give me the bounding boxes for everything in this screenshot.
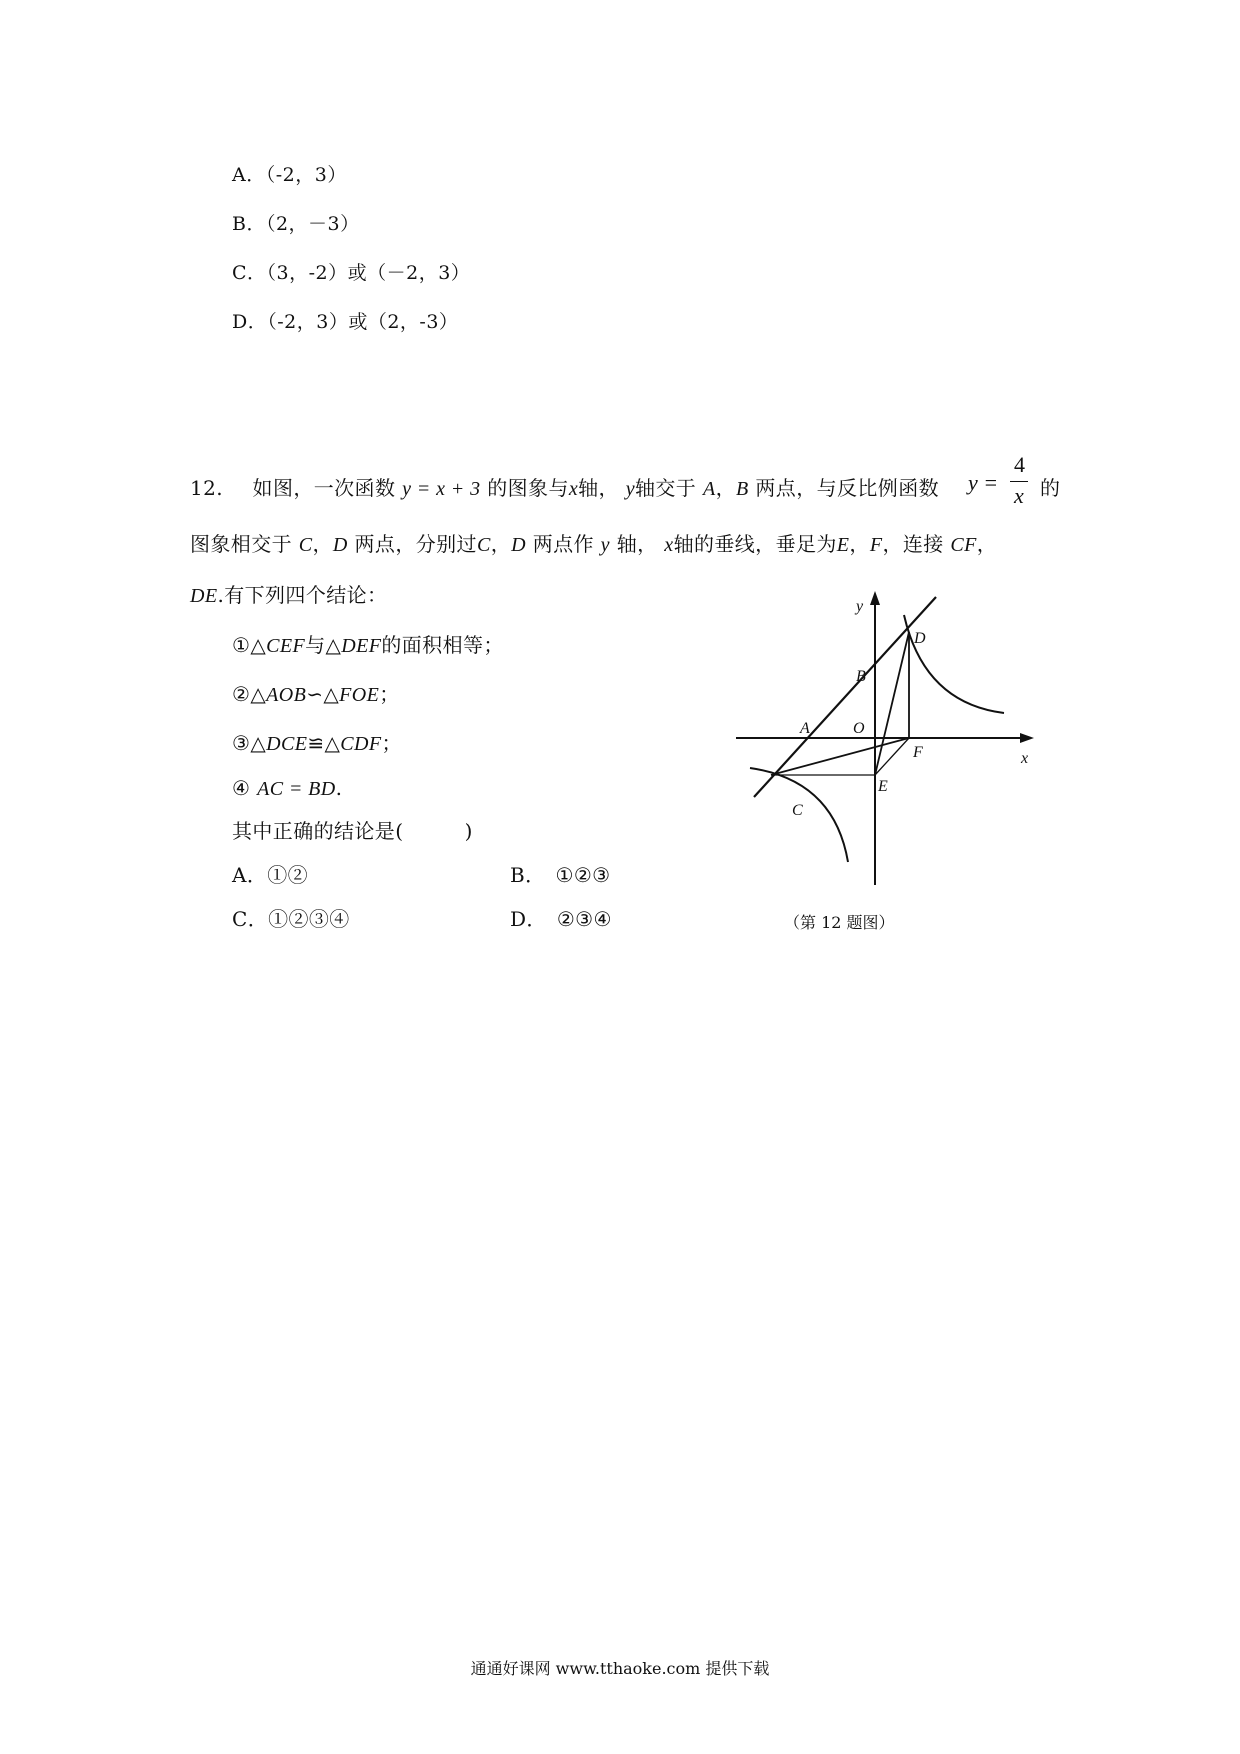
label-f: F xyxy=(913,744,923,761)
choice-c xyxy=(232,903,350,932)
conclusion-4 xyxy=(232,776,342,801)
question-text: ， xyxy=(849,532,870,556)
conclusion-text: ； xyxy=(379,682,400,706)
fraction-denominator: x xyxy=(1014,483,1024,508)
y-axis-arrow xyxy=(870,591,880,605)
fraction-bar xyxy=(1010,481,1028,482)
choice-letter: A． xyxy=(232,863,268,887)
question-prompt: 其中正确的结论是( ) xyxy=(232,819,473,843)
question-text: 图象相交于 xyxy=(190,532,292,556)
label-a: A xyxy=(800,720,810,737)
choice-text: ①②③ xyxy=(555,863,611,887)
conclusion-text: ④ xyxy=(232,776,251,800)
conclusion-3 xyxy=(232,727,402,756)
triangle-name: DEF xyxy=(341,635,382,657)
choice-text: ②③④ xyxy=(556,907,612,931)
label-y: y xyxy=(856,598,864,615)
var-y: y xyxy=(600,534,610,556)
question-text: .有下列四个结论： xyxy=(217,583,388,607)
point-b: B xyxy=(736,478,749,500)
choice-text: ①② xyxy=(267,863,309,887)
linear-equation: y = x + 3 xyxy=(402,478,481,500)
question-text: 的图象与 xyxy=(487,476,569,500)
question-text: ， xyxy=(490,532,512,556)
conclusion-text: 与△ xyxy=(305,633,342,657)
triangle-name: AOB xyxy=(266,684,307,706)
conclusion-text: ②△ xyxy=(232,682,267,706)
question-line-3 xyxy=(190,579,387,608)
choice-a xyxy=(232,859,308,888)
label-x: x xyxy=(1021,750,1029,767)
point-e: E xyxy=(836,534,850,556)
conclusion-text: 的面积相等； xyxy=(381,633,504,657)
conclusion-1 xyxy=(232,629,504,658)
question-text: 轴的垂线，垂足为 xyxy=(673,532,837,556)
x-axis-arrow xyxy=(1020,733,1034,743)
coordinate-figure xyxy=(724,585,1044,905)
question-text: 轴， xyxy=(578,476,619,500)
question-text: 轴， xyxy=(616,532,658,556)
option-d-prev: D．（-2，3）或（2，-3） xyxy=(232,311,459,333)
question-text: ， xyxy=(312,532,333,556)
option-a-prev: A．（-2，3） xyxy=(232,164,347,186)
question-text: ，连接 xyxy=(882,532,944,556)
fraction-lhs: y = xyxy=(968,470,999,495)
conclusion-text: ①△ xyxy=(232,633,267,657)
conclusion-text: ； xyxy=(381,731,402,755)
triangle-name: CEF xyxy=(266,635,306,657)
point-f: F xyxy=(869,534,883,556)
point-d: D xyxy=(332,534,348,556)
inverse-function-fraction xyxy=(968,452,1030,512)
question-text: ， xyxy=(715,476,736,500)
choice-letter: D． xyxy=(510,907,547,931)
question-text: 两点，与反比例函数 xyxy=(755,476,939,500)
segment-de xyxy=(875,632,909,775)
segment-cf: CF xyxy=(950,534,977,556)
conclusion-text: ≌△ xyxy=(307,731,341,755)
option-c-prev: C．（3，-2）或（－2，3） xyxy=(232,262,471,284)
var-x: x xyxy=(568,478,579,500)
label-d: D xyxy=(914,630,926,647)
choice-b xyxy=(510,859,611,888)
label-c: C xyxy=(792,802,803,819)
question-text: ， xyxy=(976,532,998,556)
point-d: D xyxy=(511,534,526,556)
triangle-name: FOE xyxy=(339,684,380,706)
segment-de: DE xyxy=(190,585,218,607)
choice-text: ①②③④ xyxy=(268,907,350,931)
question-text: 轴交于 xyxy=(635,476,697,500)
question-text: 两点，分别过 xyxy=(354,532,477,556)
choice-d xyxy=(510,903,612,932)
figure-caption: （第 12 题图） xyxy=(784,913,895,932)
question-number: 12. xyxy=(190,476,224,500)
label-e: E xyxy=(878,778,888,795)
choice-letter: B． xyxy=(510,863,546,887)
var-y: y xyxy=(625,478,635,500)
triangle-name: CDF xyxy=(340,733,382,755)
triangle-name: DCE xyxy=(266,733,308,755)
question-text: 如图，一次函数 xyxy=(252,476,396,500)
point-c: C xyxy=(298,534,313,556)
conclusion-text: ∽△ xyxy=(306,682,340,706)
conclusion-text: . xyxy=(335,776,343,800)
conclusion-2 xyxy=(232,678,400,707)
footer-source: 通通好课网 www.tthaoke.com 提供下载 xyxy=(470,1659,770,1678)
choice-letter: C． xyxy=(232,907,269,931)
question-text: 的 xyxy=(1040,476,1061,500)
point-a: A xyxy=(702,478,716,500)
point-c: C xyxy=(476,534,491,556)
question-line-1 xyxy=(190,472,939,501)
fraction-numerator: 4 xyxy=(1014,452,1025,477)
option-b-prev: B．（2，－3） xyxy=(232,213,360,235)
conclusion-text: ③△ xyxy=(232,731,267,755)
question-text: 两点作 xyxy=(532,532,594,556)
label-b: B xyxy=(856,668,866,685)
question-line-2 xyxy=(190,528,997,557)
equation-ac-bd: AC = BD xyxy=(257,778,336,800)
label-o: O xyxy=(853,720,865,737)
var-x: x xyxy=(664,534,674,556)
